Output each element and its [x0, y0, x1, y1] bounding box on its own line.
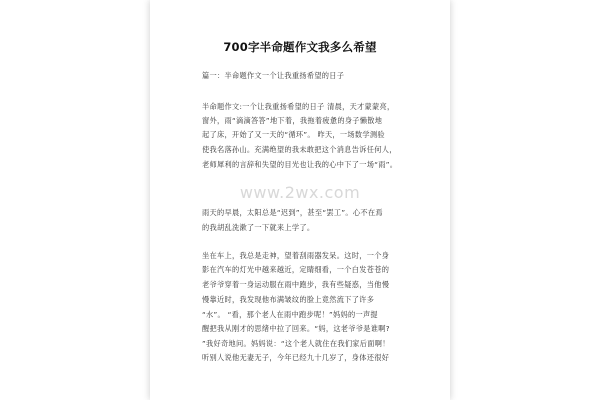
body-line: ”我好奇地问。妈妈说：“这个老人就住在我们家后面啊！ — [202, 339, 390, 348]
body-line: 影在汽车的灯光中越来越近，定睛细看，一个白发苍苍的 — [202, 265, 390, 274]
body-line: 起了床，开始了又一天的“循环”。 昨天，一场数学测验 — [202, 130, 385, 139]
document-title: 700字半命题作文我多么希望 — [223, 40, 377, 54]
body-line: 的我胡乱洗漱了一下就来上学了。 — [202, 223, 315, 232]
document-page — [150, 0, 450, 400]
watermark: www.2wx.com — [239, 183, 361, 202]
body-line: 醒把我从刚才的思绪中拉了回来。“妈，这老爷爷是谁啊? — [202, 324, 390, 333]
body-line: 半命题作文:一个让我重扬希望的日子 清晨，天才蒙蒙亮， — [202, 102, 395, 111]
body-line: 窗外，雨“滴滴答答”地下着，我拖着疲惫的身子懒散地 — [202, 116, 383, 125]
body-line: 慢靠近时，我发现他布满皱纹的脸上竟然流下了许多 — [202, 295, 375, 304]
body-line: 坐在车上，我总是走神，望着刮雨器发呆。这时，一个身 — [202, 251, 390, 260]
body-line: “水”。 “看，那个老人在雨中跑步呢！”妈妈的一声提 — [202, 310, 378, 319]
body-line: 听别人说他无妻无子，今年已经九十几岁了，身体还很好 — [202, 353, 390, 362]
section-heading: 篇一：半命题作文一个让我重扬希望的日子 — [202, 71, 345, 80]
body-line: 使我名落孙山。充满绝望的我未敢把这个消息告诉任何人， — [202, 145, 397, 154]
body-line: 老爷爷穿着一身运动服在雨中跑步，我有些疑惑，当他慢 — [202, 280, 390, 289]
body-line: 雨天的早晨，太阳总是“迟到”，甚至“罢工”。心不在焉 — [202, 208, 383, 217]
body-line: 老师犀利的言辞和失望的目光也让我的心中下了一场“雨”。 — [202, 160, 398, 169]
